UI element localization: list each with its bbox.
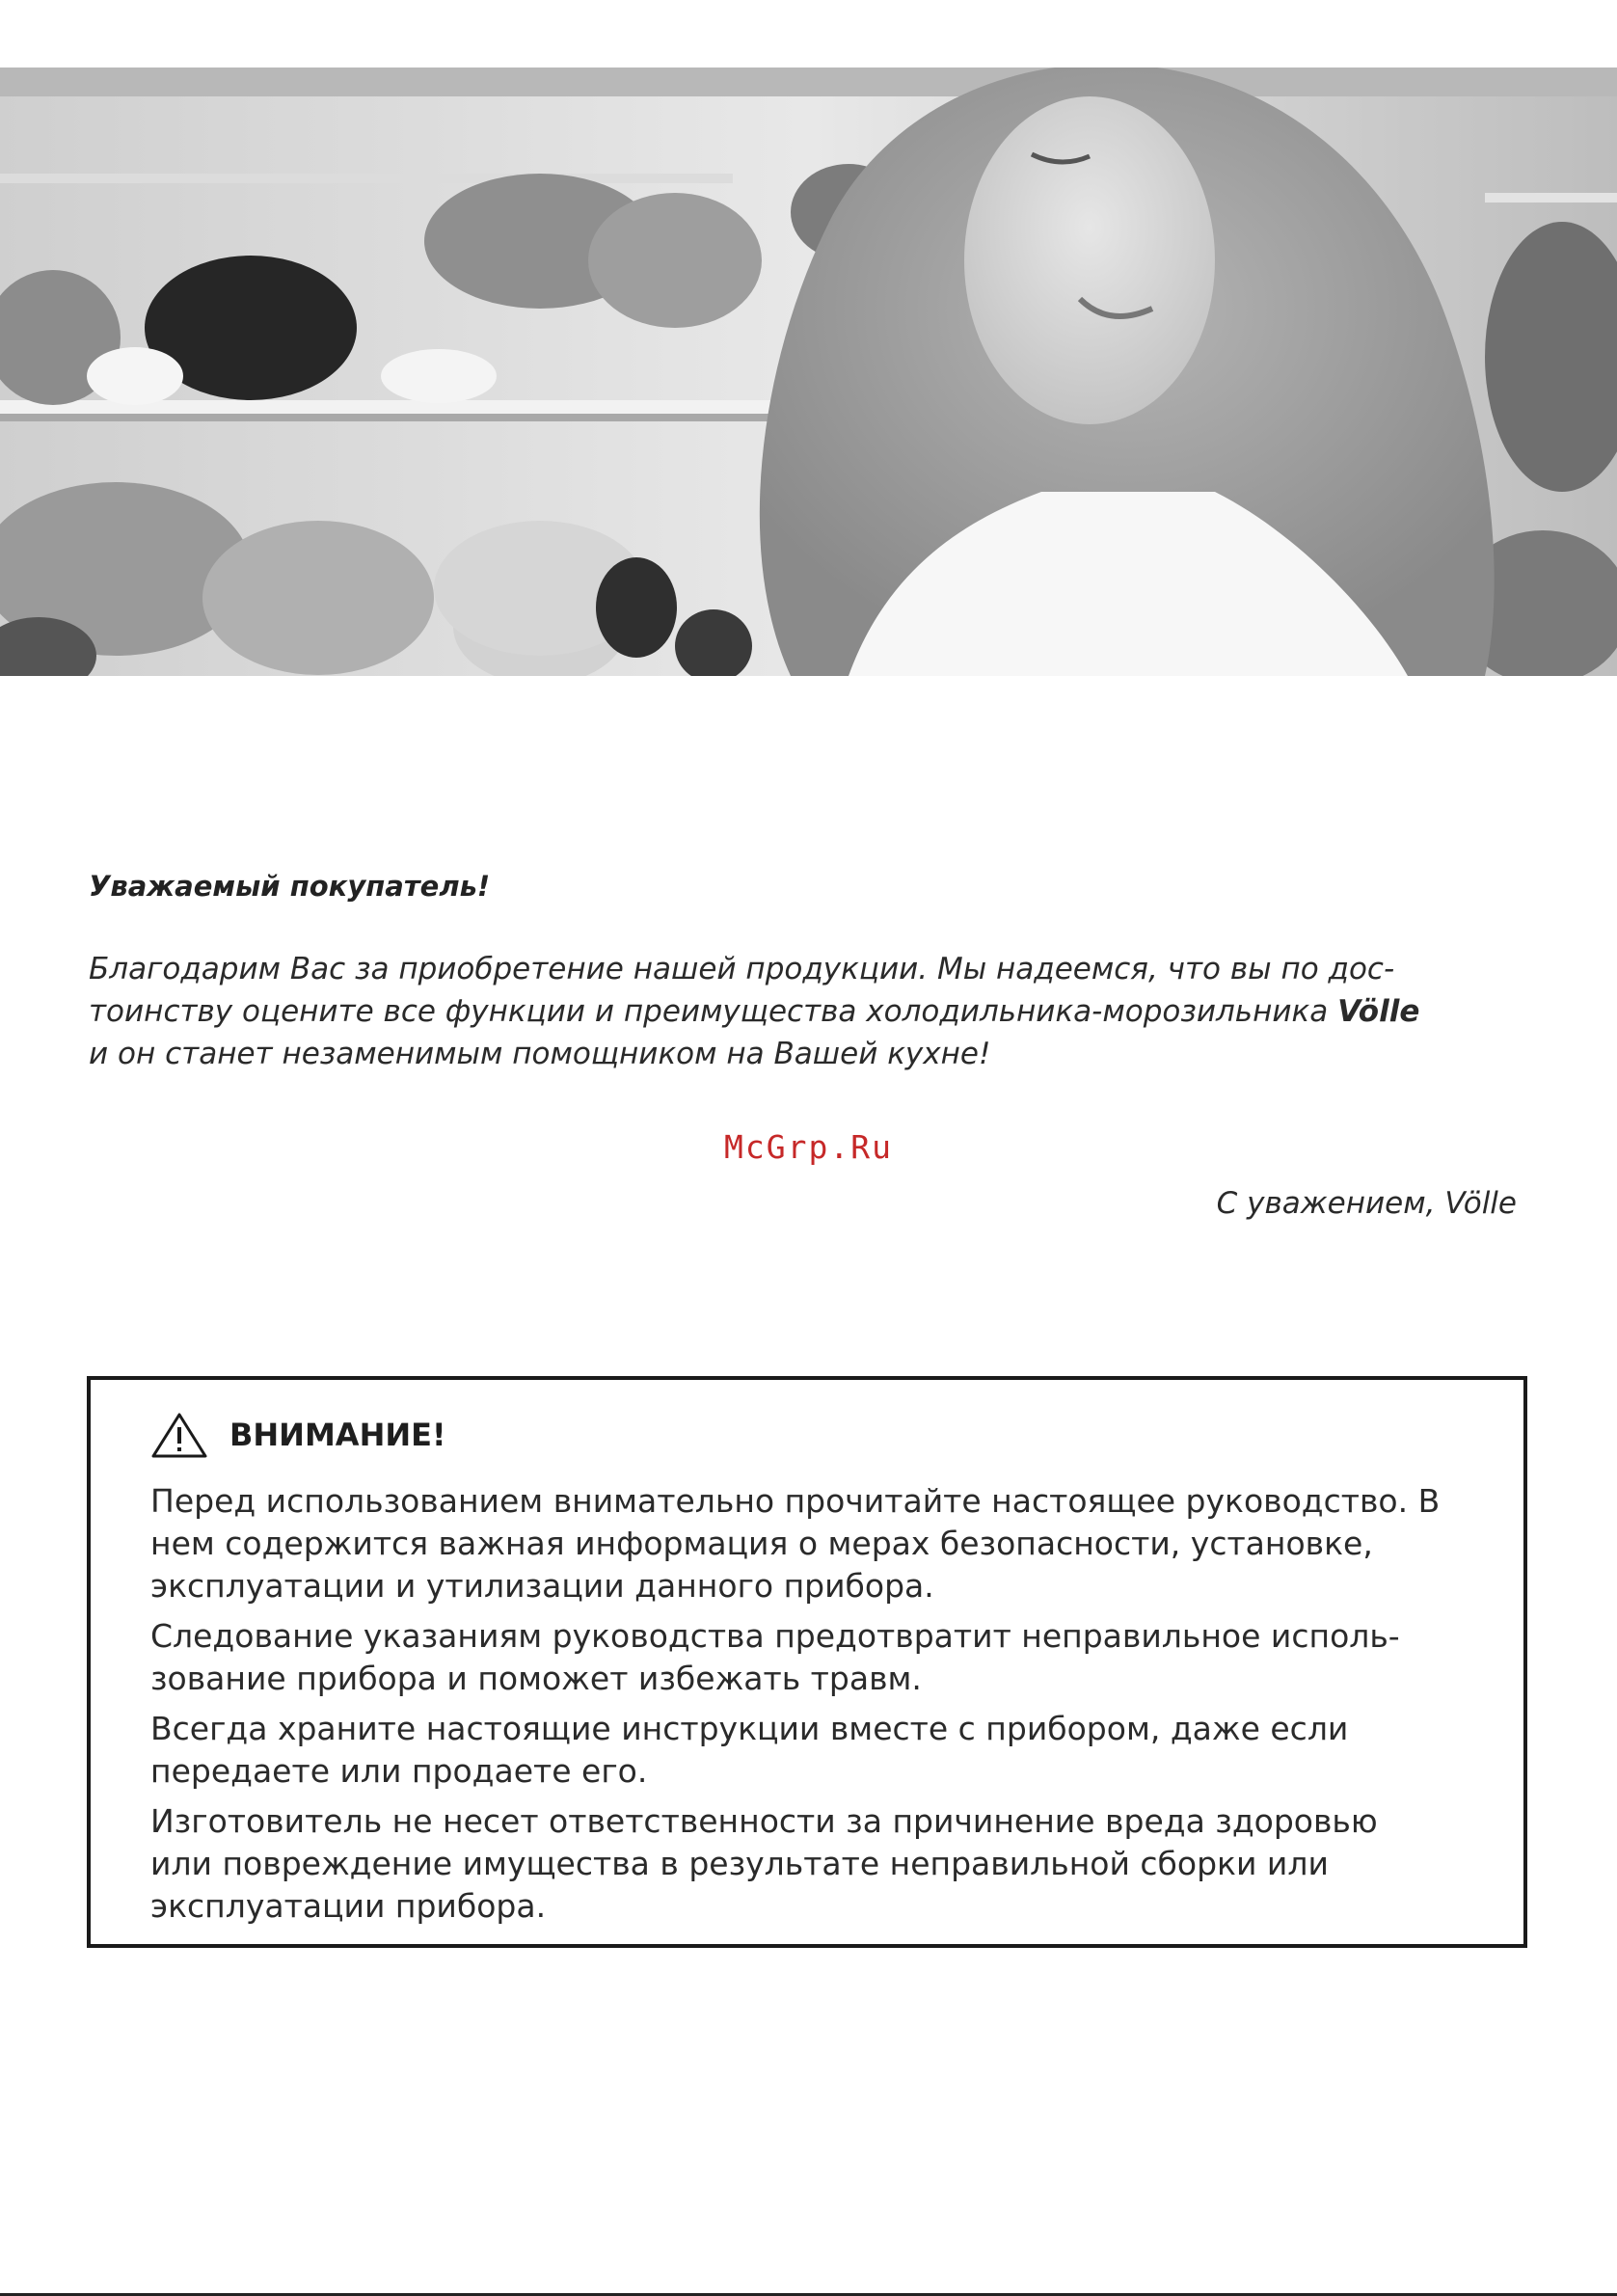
watermark-text: McGrp.Ru xyxy=(724,1128,893,1166)
warning-paragraph-4 xyxy=(150,1800,1469,1928)
signature: С уважением, Völle xyxy=(1216,1186,1517,1221)
greeting-heading: Уважаемый покупатель! xyxy=(89,870,491,903)
warning-p1-line-2: нем содержится важная информация о мерах безопасности, установке, xyxy=(150,1525,1373,1562)
warning-p2-line-1: Следование указаниям руководства предотвратит неправильное исполь- xyxy=(150,1617,1400,1655)
warning-triangle-icon xyxy=(150,1411,208,1459)
hero-illustration xyxy=(0,68,1617,676)
warning-p2-line-2: зование прибора и поможет избежать травм. xyxy=(150,1660,922,1697)
warning-body xyxy=(150,1480,1469,1935)
intro-line-2 xyxy=(89,990,1527,1033)
warning-p3-line-1: Всегда храните настоящие инструкции вместе с прибором, даже если xyxy=(150,1710,1349,1747)
warning-paragraph-3 xyxy=(150,1708,1469,1793)
warning-p4-line-1: Изготовитель не несет ответственности за причинение вреда здоровью xyxy=(150,1802,1378,1840)
warning-box xyxy=(87,1376,1527,1948)
intro-line-2-text: тоинству оцените все функции и преимущества холодильника-морозильника xyxy=(89,994,1338,1029)
warning-paragraph-2 xyxy=(150,1615,1469,1700)
warning-paragraph-1 xyxy=(150,1480,1469,1607)
warning-p3-line-2: передаете или продаете его. xyxy=(150,1752,648,1790)
warning-title: ВНИМАНИЕ! xyxy=(229,1417,446,1453)
hero-photo xyxy=(0,68,1617,676)
intro-paragraph xyxy=(89,948,1527,1075)
brand-name: Völle xyxy=(1337,994,1420,1029)
warning-header xyxy=(150,1411,446,1459)
warning-p4-line-2: или повреждение имущества в результате неправильной сборки или xyxy=(150,1845,1329,1882)
intro-line-3: и он станет незаменимым помощником на Вашей кухне! xyxy=(89,1037,991,1071)
warning-p1-line-3: эксплуатации и утилизации данного прибора. xyxy=(150,1567,934,1605)
warning-p1-line-1: Перед использованием внимательно прочитайте настоящее руководство. В xyxy=(150,1482,1441,1520)
intro-line-1: Благодарим Вас за приобретение нашей продукции. Мы надеемся, что вы по дос- xyxy=(89,952,1395,986)
warning-p4-line-3: эксплуатации прибора. xyxy=(150,1887,547,1925)
